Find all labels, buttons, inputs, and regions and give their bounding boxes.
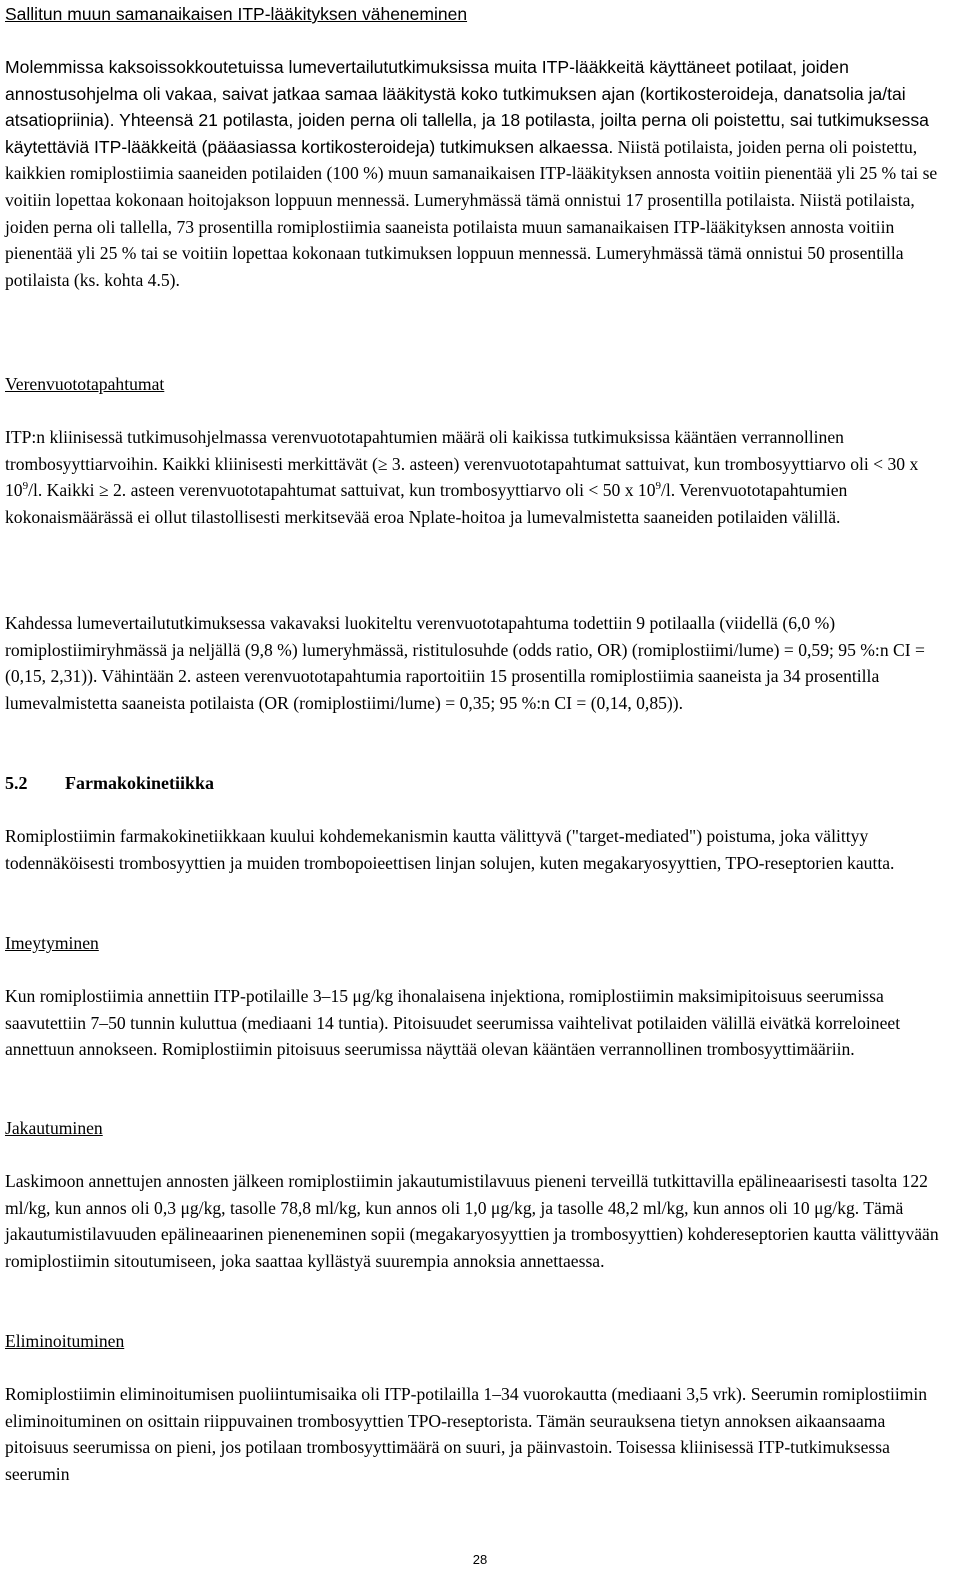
p1-part-b: Yhteensä 21 potilasta, joiden perna oli tallella, ja 18 potilasta, joilta perna oli poistettu, sai tutkimuksessa käytettäviä ITP-lääkkeitä (pääasiassa kortikosteroideja) tutkimuksen alkaessa. [5, 110, 929, 157]
page-number: 28 [472, 1552, 488, 1567]
paragraph-elimination: Romiplostiimin eliminoitumisen puoliintumisaika oli ITP-potilailla 1–34 vuorokautta (mediaani 3,5 vrk). Seerumin romiplostiimin eliminoituminen on osittain riippuvainen trombosyyttien TPO-reseptorista. Tämän seurauksena tietyn annoksen aikaansaama pitoisuus seerumissa on pieni, jos potilaan trombosyyttimäärä on suuri, ja päinvastoin. Toisessa kliinisessä ITP-tutkimuksessa seerumin [5, 1384, 928, 1484]
paragraph-bleeding-events [5, 424, 943, 530]
p1-part-c: Niistä potilaista, joiden perna oli poistettu, kaikkien romiplostiimia saaneiden potilaiden (100 %) muun samanaikaisen ITP-lääkityksen annosta voitiin pienentää yli 25 % tai se voitiin lopettaa kokonaan hoitojakson loppuun mennessä. Lumeryhmässä tämä onnistui 17 prosentilla potilaista. Niistä potilaista, joiden perna oli tallella, 73 prosentilla romiplostiimia saaneista potilaista muun samanaikaisen ITP-lääkityksen annosta voitiin pienentää yli 25 % tai se voitiin lopettaa kokonaan tutkimuksen loppuun mennessä. Lumeryhmässä tämä onnistui 50 prosentilla potilaista (ks. kohta 4.5). [5, 136, 938, 290]
paragraph-absorption: Kun romiplostiimia annettiin ITP-potilaille 3–15 μg/kg ihonalaisena injektiona, romiplostiimin maksimipitoisuus seerumissa saavutettiin 7–50 tunnin kuluttua (mediaani 14 tuntia). Pitoisuudet seerumissa vaihtelivat potilaiden välillä eivätkä korreloineet annettuun annokseen. Romiplostiimin pitoisuus seerumissa näyttää olevan kääntäen verrannollinen trombosyyttimääriin. [5, 986, 901, 1060]
superscript-9-b: 9 [655, 480, 662, 493]
p2-part-a: ITP:n kliinisessä tutkimusohjelmassa verenvuototapahtumien määrä oli kaikissa tutkimuksissa kääntäen verrannollinen trombosyyttiarvoihin. Kaikki kliinisesti merkittävät ( [5, 427, 844, 474]
section-title: Farmakokinetiikka [65, 773, 215, 793]
p1-part-a: Molemmissa kaksoissokkoutetuissa lumevertailututkimuksissa muita ITP-lääkkeitä käyttäneet potilaat, joiden annostusohjelma oli vakaa, saivat jatkaa samaa lääkitystä koko tutkimuksen ajan (kortikosteroideja, danatsolia ja/tai atsatiopriinia). [5, 57, 906, 131]
paragraph-distribution: Laskimoon annettujen annosten jälkeen romiplostiimin jakautumistilavuus pieneni terveillä tutkittavilla epälineaarisesti tasolta 122 ml/kg, kun annos oli 0,3 μg/kg, tasolle 78,8 ml/kg, kun annos oli 1,0 μg/kg, ja tasolle 48,2 ml/kg, kun annos oli 10 μg/kg. Tämä jakautumistilavuuden epälineaarinen pieneneminen sopii (megakaryosyyttien ja trombosyyttien) kohdereseptorien kautta välittyvään romiplostiimin sitoutumiseen, joka saattaa kyllästyä suurempia annoksia annettaessa. [5, 1171, 939, 1271]
superscript-9-a: 9 [22, 480, 29, 493]
p2-part-d: 2. asteen verenvuototapahtumat sattuivat, kun trombosyyttiarvo oli < 50 x 10 [108, 480, 656, 501]
section-number: 5.2 [5, 773, 28, 793]
p2-part-b: 3. asteen) verenvuototapahtumat sattuivat, kun trombosyyttiarvo oli < 30 x 10 [5, 453, 919, 501]
p2-part-e: /l. Verenvuototapahtumien kokonaismäärässä ei ollut tilastollisesti merkitsevää eroa Nplate-hoitoa ja lumevalmistetta saaneiden potilaiden välillä. [5, 480, 848, 527]
heading-absorption: Imeytyminen [5, 933, 99, 953]
heading-bleeding-events: Verenvuototapahtumat [5, 374, 165, 394]
heading-concomitant-medication: Sallitun muun samanaikaisen ITP-lääkityksen väheneminen [5, 4, 468, 24]
heading-distribution: Jakautuminen [5, 1118, 103, 1138]
ge-symbol-1: ≥ [377, 453, 388, 474]
paragraph-concomitant-medication [5, 54, 943, 293]
ge-symbol-2: ≥ [98, 480, 109, 501]
paragraph-pharmacokinetics-intro: Romiplostiimin farmakokinetiikkaan kuului kohdemekanismin kautta välittyvä ("target-mediated") poistuma, joka välittyy todennäköisesti trombosyyttien ja muiden trombopoieettisen linjan solujen, kuten megakaryosyyttien, TPO-reseptorien kautta. [5, 826, 895, 873]
section-heading-pharmacokinetics [5, 770, 943, 797]
heading-elimination: Eliminoituminen [5, 1331, 125, 1351]
paragraph-serious-bleeding: Kahdessa lumevertailututkimuksessa vakavaksi luokiteltu verenvuototapahtuma todettiin 9 potilaalla (viidellä (6,0 %) romiplostiimiryhmässä ja neljällä (9,8 %) lumeryhmässä, ristitulosuhde (odds ratio, OR) (romiplostiimi/lume) = 0,59; 95 %:n CI = (0,15, 2,31)). Vähintään 2. asteen verenvuototapahtumia raportoitiin 15 prosentilla romiplostiimia saaneista ja 34 prosentilla lumevalmistetta saaneista potilaista (OR (romiplostiimi/lume) = 0,35; 95 %:n CI = (0,14, 0,85)). [5, 613, 925, 713]
p2-part-c: /l. Kaikki [28, 480, 99, 501]
